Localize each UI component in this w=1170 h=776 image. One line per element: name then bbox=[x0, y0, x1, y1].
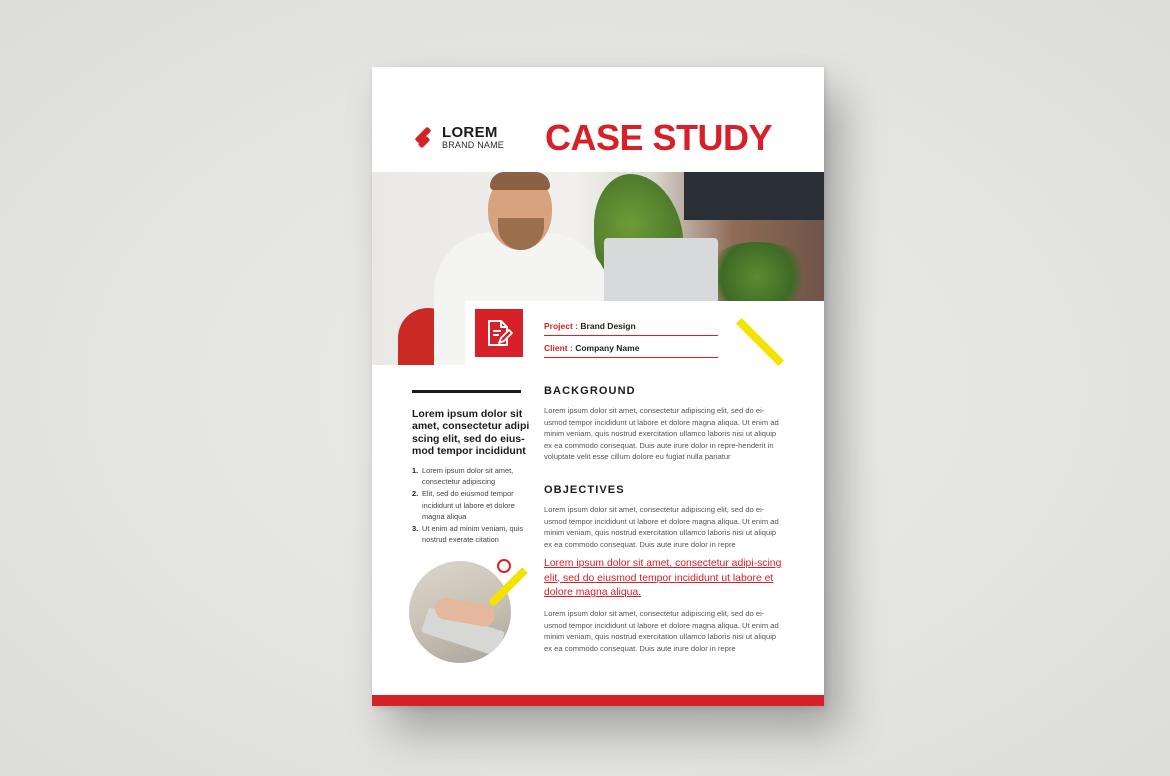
background-body: Lorem ipsum dolor sit amet, consectetur adipiscing elit, sed do ei-usmod tempor incididunt ut labore et dolore magna aliqua. Ut enim ad minim veniam, quis nostrud exercitation ullamco laboris nisi ut aliquip ex ea commodo consequat. Duis aute irure dolor in repre-henderit in voluptate velit esse cillum dolore eu fugiat nulla pariatur bbox=[544, 406, 779, 462]
footer-bar bbox=[372, 695, 824, 706]
list-number: 1. bbox=[412, 466, 419, 475]
objectives-body: Lorem ipsum dolor sit amet, consectetur adipiscing elit, sed do ei-usmod tempor incididunt ut labore et dolore magna aliqua. Ut enim ad minim veniam, quis nostrud exercitation ullamco laboris nisi ut aliquip ex ea commodo consequat. Duis aute irure dolor in repre bbox=[544, 505, 779, 549]
list-text: Elit, sed do eiusmod tempor incididunt ut labore et dolore magna aliqua bbox=[422, 489, 515, 522]
laptop-circle-photo bbox=[409, 561, 511, 663]
project-label: Project : bbox=[544, 321, 579, 331]
list-number: 3. bbox=[412, 524, 419, 534]
background-heading: BACKGROUND bbox=[544, 385, 636, 397]
objectives-heading: OBJECTIVES bbox=[544, 484, 625, 496]
page-title: CASE STUDY bbox=[545, 117, 773, 158]
list-text: Ut enim ad minim veniam, quis nostrud exerate citation bbox=[422, 524, 524, 545]
numbered-list bbox=[412, 465, 530, 546]
brand-subtitle: BRAND NAME bbox=[442, 140, 505, 150]
callout-text: Lorem ipsum dolor sit amet, consectetur adipi-scing elit, sed do eiusmod tempor incididunt ut labore et dolore magna aliqua. bbox=[544, 558, 782, 599]
list-text: Lorem ipsum dolor sit amet, consectetur adipiscing bbox=[422, 466, 514, 487]
list-item bbox=[412, 488, 530, 522]
list-number: 2. bbox=[412, 489, 419, 499]
project-info-card bbox=[465, 301, 824, 381]
project-row bbox=[544, 319, 718, 336]
brand-name: LOREM bbox=[442, 124, 498, 141]
client-value: Company Name bbox=[575, 343, 640, 353]
brand-logo-icon bbox=[412, 127, 434, 149]
brand-logo bbox=[412, 125, 504, 150]
left-lead-text: Lorem ipsum dolor sit amet, consectetur adipi scing elit, sed do eius-mod tempor incididunt bbox=[412, 408, 530, 458]
document-edit-icon bbox=[475, 309, 523, 357]
section-divider bbox=[412, 390, 521, 393]
client-row bbox=[544, 341, 718, 358]
closing-body: Lorem ipsum dolor sit amet, consectetur adipiscing elit, sed do ei-usmod tempor incididunt ut labore et dolore magna aliqua. Ut enim ad minim veniam, quis nostrud exercitation ullamco laboris nisi ut aliquip ex ea commodo consequat. Duis aute irure dolor in repre bbox=[544, 609, 779, 653]
client-label: Client : bbox=[544, 343, 573, 353]
list-item bbox=[412, 465, 530, 488]
case-study-flyer bbox=[372, 67, 824, 706]
list-item bbox=[412, 523, 530, 546]
project-value: Brand Design bbox=[580, 321, 636, 331]
red-ring-decoration bbox=[497, 559, 511, 573]
